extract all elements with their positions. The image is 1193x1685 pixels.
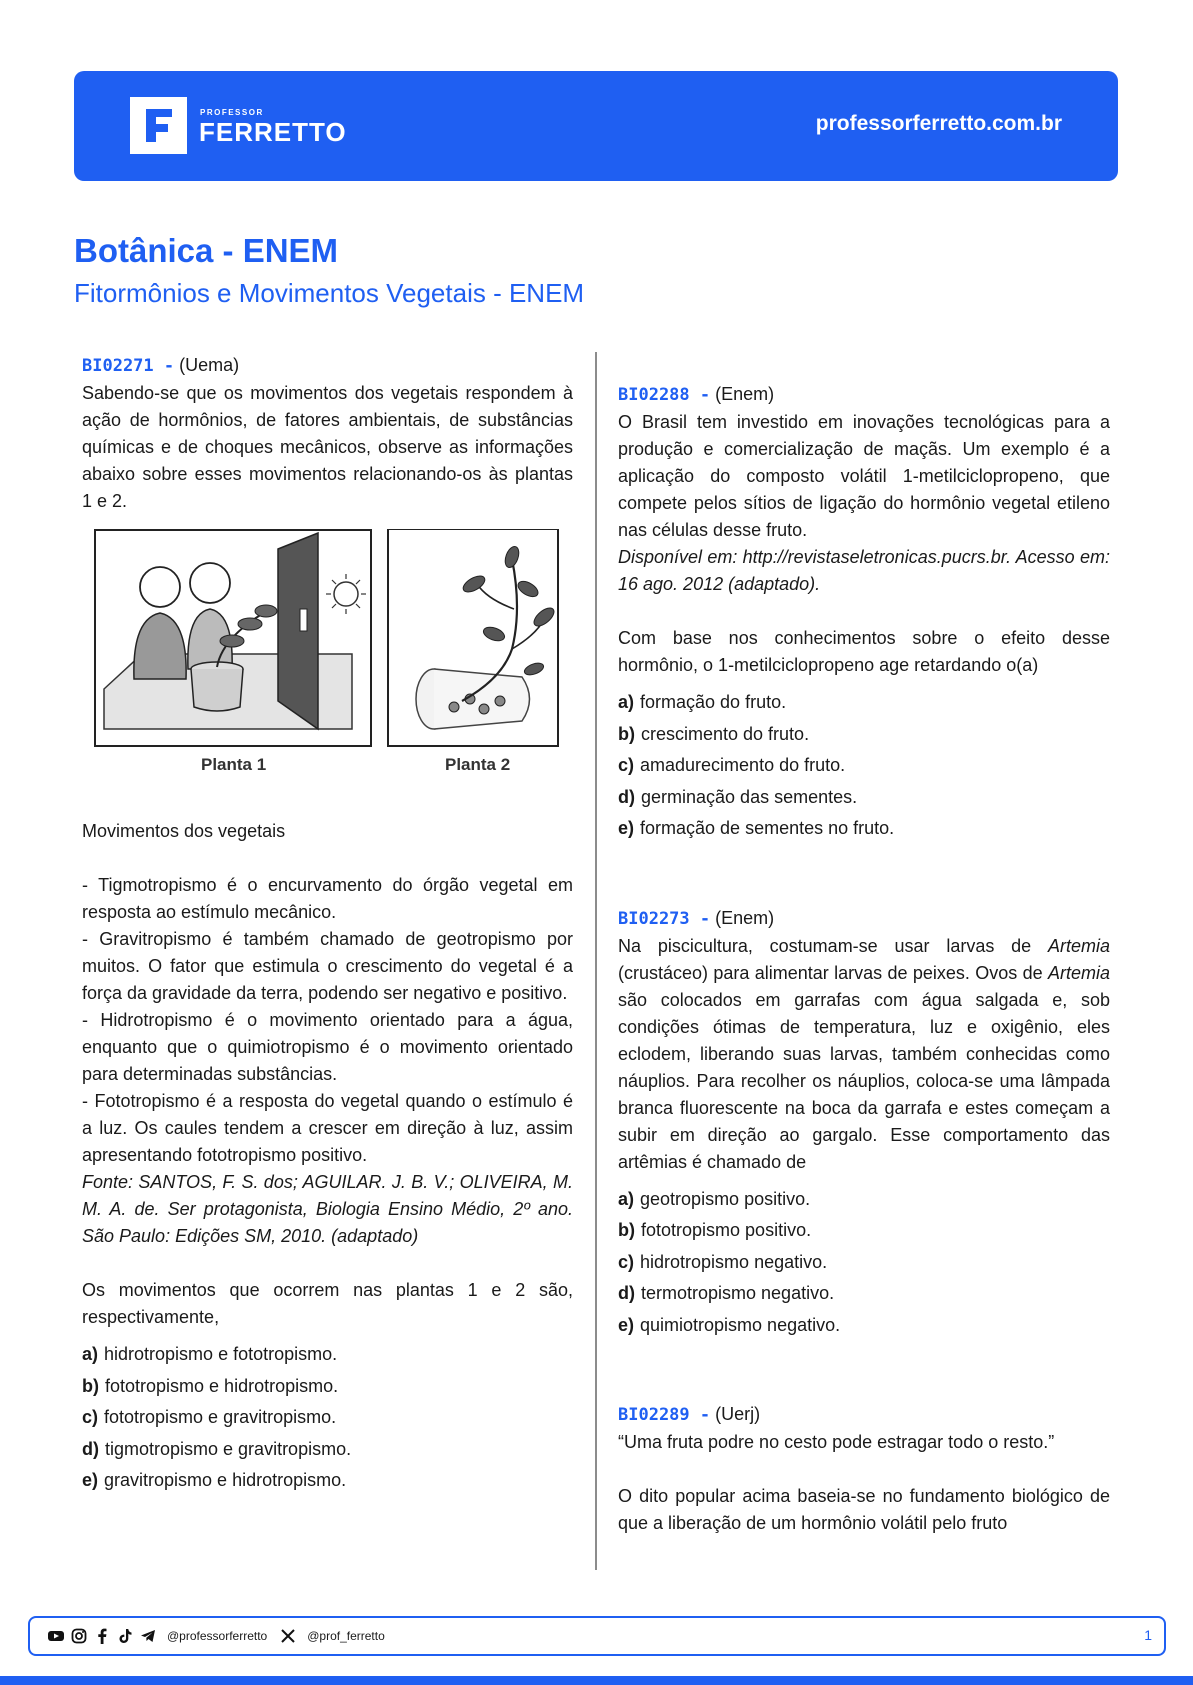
ferretto-logo-icon	[130, 97, 187, 154]
question-source: (Uerj)	[715, 1404, 761, 1424]
option-a[interactable]: a) geotropismo positivo.	[618, 1188, 811, 1209]
source-citation: Fonte: SANTOS, F. S. dos; AGUILAR. J. B. V.; OLIVEIRA, M. M. A. de. Ser protagonista, Biologia Ensino Médio, 2º ano. São Paulo: Edições SM, 2010. (adaptado)	[82, 1172, 573, 1246]
question-header	[618, 381, 1110, 409]
question-stem: Os movimentos que ocorrem nas plantas 1 e 2 são, respectivamente,	[82, 1280, 573, 1327]
plants-illustration	[82, 529, 562, 749]
right-column	[618, 381, 1110, 1537]
option-c[interactable]: c) fototropismo e gravitropismo.	[82, 1407, 337, 1427]
website-link[interactable]: professorferretto.com.br	[815, 112, 1062, 135]
option-d[interactable]: d) tigmotropismo e gravitropismo.	[82, 1438, 352, 1459]
bullet-tigmotropismo: - Tigmotropismo é o encurvamento do órgão vegetal em resposta ao estímulo mecânico.	[82, 875, 573, 922]
question-source: (Uema)	[179, 355, 240, 375]
header-banner	[74, 71, 1118, 181]
figure-label-plant-2: Planta 2	[445, 755, 511, 774]
footer-bar	[28, 1616, 1166, 1656]
question-text: O dito popular acima baseia-se no fundamento biológico de que a liberação de um hormônio volátil pelo fruto	[618, 1486, 1110, 1533]
question-quote: “Uma fruta podre no cesto pode estragar todo o resto.”	[618, 1432, 1055, 1452]
question-stem: Com base nos conhecimentos sobre o efeito desse hormônio, o 1-metilciclopropeno age retardando o(a)	[618, 628, 1110, 675]
question-id: BI02271 -	[82, 356, 175, 376]
question-id: BI02273 -	[618, 908, 711, 929]
logo-ferretto-text: FERRETTO	[199, 117, 347, 147]
column-divider	[595, 352, 597, 1570]
logo-professor-text: PROFESSOR	[200, 108, 264, 117]
italic-artemia: Artemia	[1047, 962, 1110, 983]
question-source: (Enem)	[715, 907, 775, 928]
page-number: 1	[1144, 1627, 1152, 1643]
social-handle[interactable]: @professorferretto	[167, 1629, 268, 1643]
question-text: Na piscicultura, costumam-se usar larvas de Artemia (crustáceo) para alimentar larvas de peixes. Ovos de Artemia são colocados em garrafas com água salgada e, sob condições ótimas de temperatura, luz e oxigênio, eles eclodem, liberando suas larvas, também conhecidas como náuplios. Para recolher os náuplios, coloca-se uma lâmpada branca fluorescente na boca da garrafa e estes começam a subir em direção ao gargalo. Esse comportamento das artêmias é chamado de	[618, 935, 1110, 1172]
page-subtitle: Fitormônios e Movimentos Vegetais - ENEM	[74, 278, 585, 308]
telegram-icon[interactable]	[140, 1628, 156, 1644]
answer-options	[618, 687, 1110, 845]
option-a[interactable]: a) formação do fruto.	[618, 692, 787, 712]
youtube-icon[interactable]	[48, 1628, 64, 1644]
option-c[interactable]: c) amadurecimento do fruto.	[618, 755, 846, 775]
option-d[interactable]: d) germinação das sementes.	[618, 786, 858, 807]
option-a[interactable]: a) hidrotropismo e fototropismo.	[82, 1344, 338, 1364]
option-e[interactable]: e) quimiotropismo negativo.	[618, 1314, 841, 1335]
facebook-icon[interactable]	[94, 1628, 110, 1644]
question-id: BI02288 -	[618, 385, 711, 405]
question-header	[618, 905, 1110, 933]
option-e[interactable]: e) formação de sementes no fruto.	[618, 818, 895, 838]
x-icon[interactable]	[280, 1628, 296, 1644]
bottom-accent-bar	[0, 1676, 1193, 1685]
x-handle[interactable]: @prof_ferretto	[307, 1629, 385, 1643]
tiktok-icon[interactable]	[117, 1628, 133, 1644]
page-title: Botânica - ENEM	[74, 232, 339, 269]
option-b[interactable]: b) fototropismo positivo.	[618, 1220, 812, 1240]
question-intro: Sabendo-se que os movimentos dos vegetais respondem à ação de hormônios, de fatores ambientais, de substâncias químicas e de choques mecânicos, observe as informações abaixo sobre esses movimentos relacionando-os às plantas 1 e 2.	[82, 383, 573, 511]
answer-options	[618, 1184, 1110, 1342]
italic-artemia: Artemia	[1047, 935, 1110, 956]
option-b[interactable]: b) crescimento do fruto.	[618, 723, 810, 744]
instagram-icon[interactable]	[71, 1628, 87, 1644]
option-c[interactable]: c) hidrotropismo negativo.	[618, 1251, 828, 1272]
option-b[interactable]: b) fototropismo e hidrotropismo.	[82, 1375, 339, 1396]
left-column	[82, 352, 573, 1497]
bullet-gravitropismo: - Gravitropismo é também chamado de geotropismo por muitos. O fator que estimula o crescimento do vegetal é a força da gravidade da terra, podendo ser negativo e positivo.	[82, 929, 573, 1003]
social-icons	[48, 1628, 385, 1644]
answer-options	[82, 1339, 573, 1497]
question-intro: O Brasil tem investido em inovações tecnológicas para a produção e comercialização de maçãs. Um exemplo é a aplicação do composto volátil 1-metilciclopropeno, que compete pelos sítios de ligação do hormônio vegetal etileno nas células desse fruto.	[618, 412, 1110, 540]
option-e[interactable]: e) gravitropismo e hidrotropismo.	[82, 1470, 347, 1490]
plants-figure	[82, 529, 562, 774]
question-source: (Enem)	[715, 384, 775, 404]
bullet-fototropismo: - Fototropismo é a resposta do vegetal quando o estímulo é a luz. Os caules tendem a crescer em direção à luz, assim apresentando fototropismo positivo.	[82, 1091, 573, 1165]
section-title: Movimentos dos vegetais	[82, 821, 286, 841]
question-id: BI02289 -	[618, 1405, 711, 1425]
question-header	[618, 1401, 1110, 1429]
figure-label-plant-1: Planta 1	[201, 755, 267, 774]
option-d[interactable]: d) termotropismo negativo.	[618, 1283, 835, 1303]
source-citation: Disponível em: http://revistaseletronicas.pucrs.br. Acesso em: 16 ago. 2012 (adaptado).	[618, 547, 1110, 594]
bullet-hidrotropismo: - Hidrotropismo é o movimento orientado para a água, enquanto que o quimiotropismo é o movimento orientado para determinadas substâncias.	[82, 1010, 573, 1084]
question-header	[82, 352, 573, 380]
